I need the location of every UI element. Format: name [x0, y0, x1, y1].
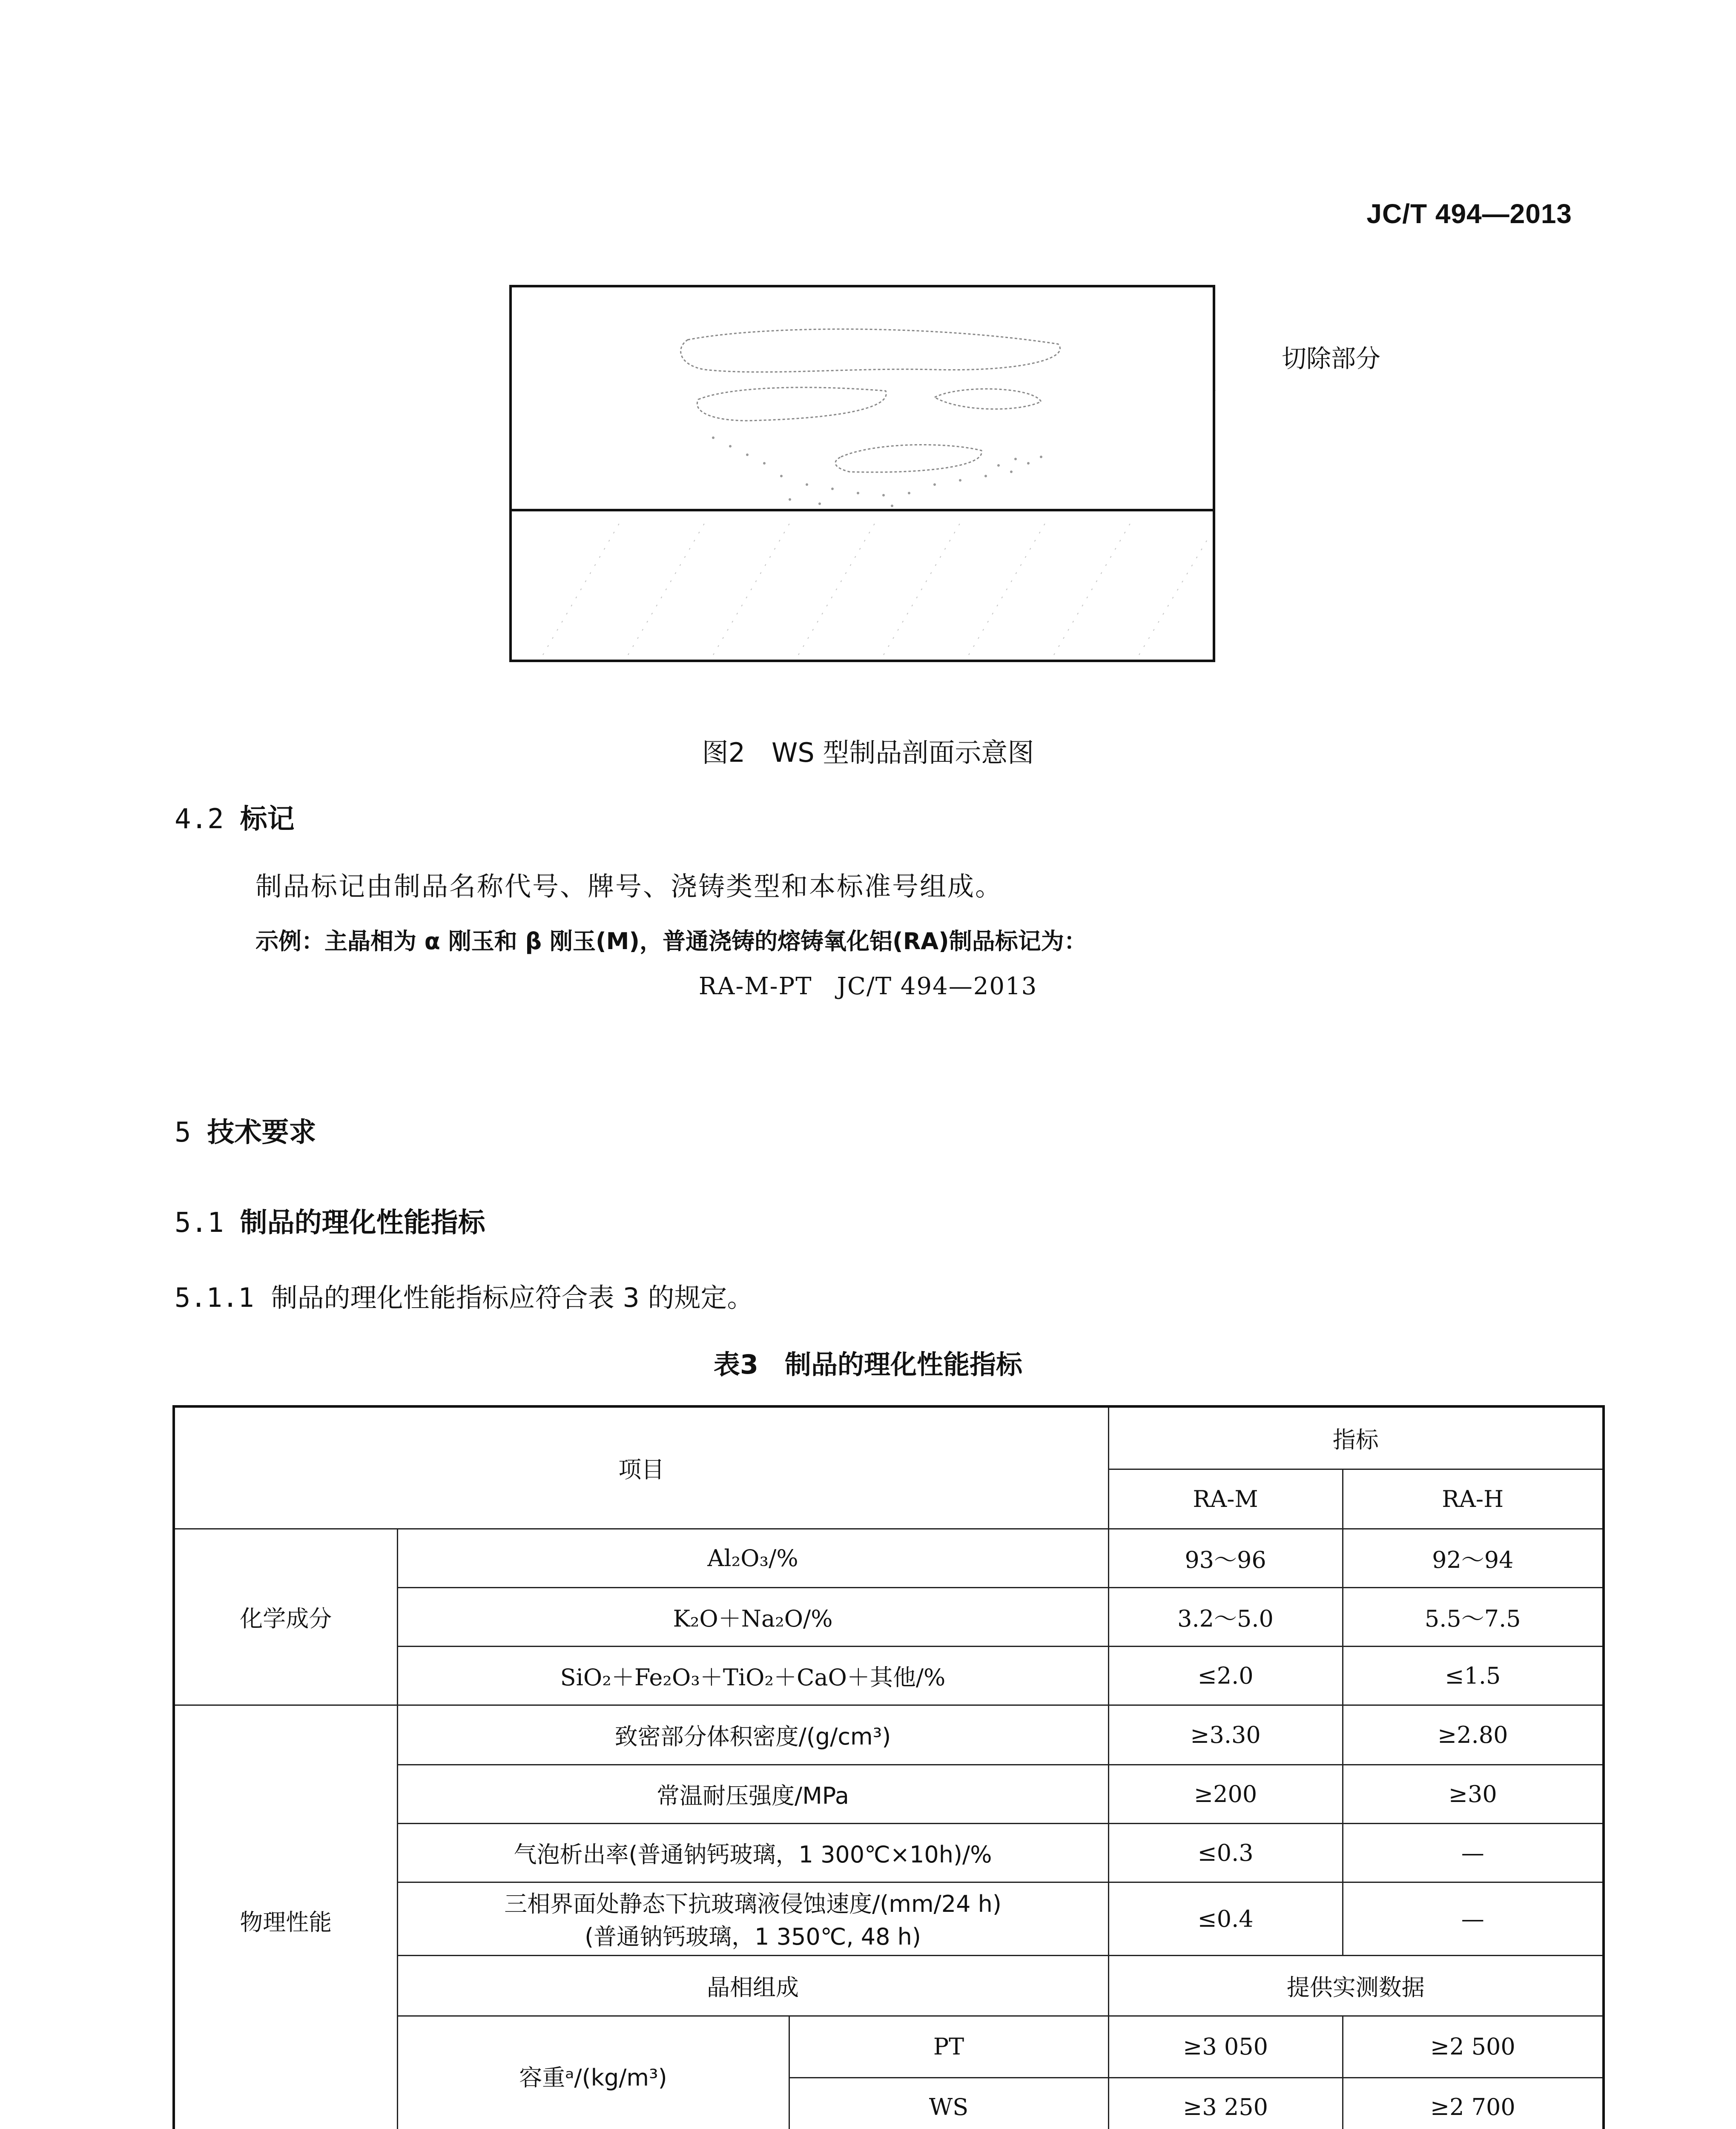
- table-caption: 表3 制品的理化性能指标: [713, 1349, 1023, 1380]
- figure-caption: 图2 WS 型制品剖面示意图: [702, 737, 1034, 768]
- group-physical: 物理性能: [174, 1705, 397, 2129]
- properties-table: [172, 1405, 1605, 2129]
- marking-paragraph: 制品标记由制品名称代号、牌号、浇铸类型和本标准号组成。: [255, 871, 1003, 902]
- table-row: 容重ᵃ/(kg/m³) PT ≥3 050 ≥2 500: [174, 2016, 1604, 2077]
- bulk-density-label: 容重ᵃ/(kg/m³): [397, 2016, 789, 2129]
- table-row: 常温耐压强度/MPa ≥200 ≥30: [174, 1765, 1604, 1823]
- callout-label: 切除部分: [1282, 344, 1381, 373]
- standard-code: JC/T 494—2013: [1366, 198, 1572, 229]
- table-row: 化学成分 Al₂O₃/% 93～96 92～94: [174, 1529, 1604, 1587]
- marking-code: RA-M-PT JC/T 494—2013: [698, 973, 1038, 1000]
- marking-example: 示例：主晶相为 α 刚玉和 β 刚玉(M)，普通浇铸的熔铸氧化铝(RA)制品标记为：: [255, 928, 1087, 955]
- diagram-outer-frame: [511, 286, 1214, 661]
- table-row: SiO₂＋Fe₂O₃＋TiO₂＋CaO＋其他/% ≤2.0 ≤1.5: [174, 1646, 1604, 1705]
- table-row: 三相界面处静态下抗玻璃液侵蚀速度/(mm/24 h) (普通钠钙玻璃，1 350℃, 48 h) ≤0.4 —: [174, 1882, 1604, 1955]
- section-5-1-heading: 5.1 制品的理化性能指标: [175, 1207, 485, 1239]
- header-ra-m: RA-M: [1108, 1469, 1343, 1529]
- table-row: 晶相组成 提供实测数据: [174, 1955, 1604, 2016]
- table-row: K₂O＋Na₂O/% 3.2～5.0 5.5～7.5: [174, 1587, 1604, 1646]
- table-row: 气泡析出率(普通钠钙玻璃，1 300℃×10h)/% ≤0.3 —: [174, 1823, 1604, 1882]
- section-5-heading: 5 技术要求: [175, 1117, 316, 1148]
- header-item: 项目: [174, 1406, 1108, 1529]
- group-chemical: 化学成分: [174, 1529, 397, 1705]
- table-row: 物理性能 致密部分体积密度/(g/cm³) ≥3.30 ≥2.80: [174, 1705, 1604, 1765]
- header-ra-h: RA-H: [1343, 1469, 1604, 1529]
- section-4-2-heading: 4.2 标记: [175, 803, 295, 835]
- ws-section-diagram: [509, 284, 1216, 663]
- header-index: 指标: [1108, 1406, 1604, 1469]
- section-5-1-1-text: 5.1.1 制品的理化性能指标应符合表 3 的规定。: [175, 1282, 754, 1313]
- table-row: WS ≥3 250 ≥2 700: [174, 2077, 1604, 2129]
